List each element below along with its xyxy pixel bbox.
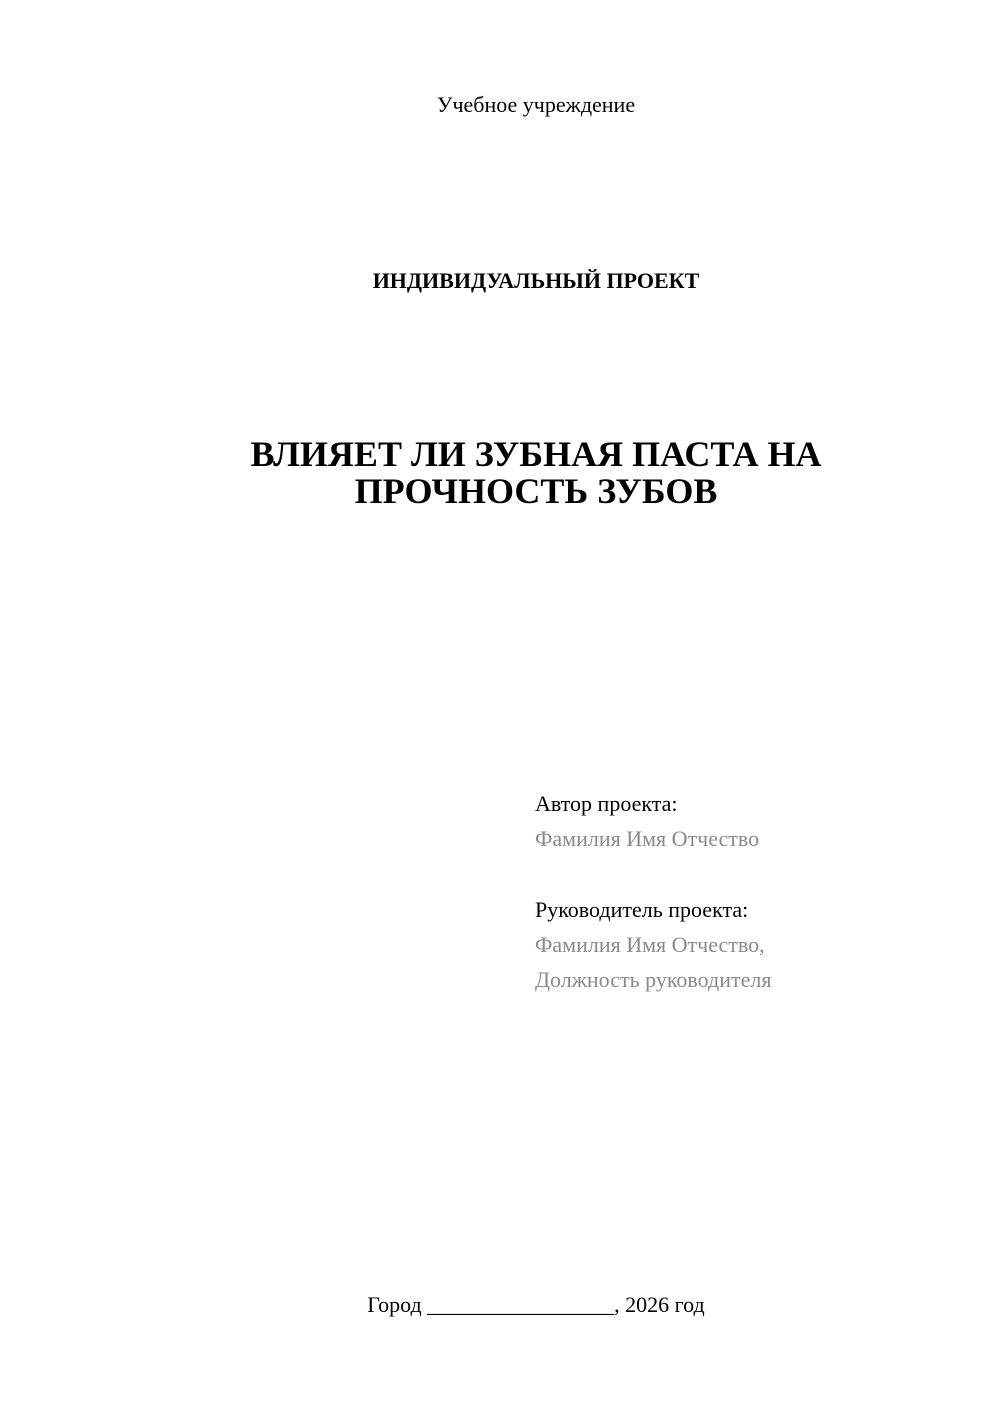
author-label: Автор проекта: xyxy=(535,791,678,816)
project-title-line-2: ПРОЧНОСТЬ ЗУБОВ xyxy=(354,471,718,511)
supervisor-label: Руководитель проекта: xyxy=(535,897,749,922)
footer-city: Город xyxy=(367,1292,422,1317)
supervisor-position: Должность руководителя xyxy=(535,967,772,992)
footer-city-blank: _________________ xyxy=(427,1292,615,1317)
project-title-line-1: ВЛИЯЕТ ЛИ ЗУБНАЯ ПАСТА НА xyxy=(250,434,822,474)
author-name: Фамилия Имя Отчество xyxy=(535,826,760,851)
document-type-heading: ИНДИВИДУАЛЬНЫЙ ПРОЕКТ xyxy=(372,268,700,293)
supervisor-name: Фамилия Имя Отчество, xyxy=(535,932,765,957)
institution-name: Учебное учреждение xyxy=(436,92,636,117)
project-credits xyxy=(535,786,975,997)
footer-city-year xyxy=(0,1290,1000,1320)
credits-spacer xyxy=(535,856,975,892)
footer-year: , 2026 год xyxy=(614,1292,705,1317)
project-title xyxy=(100,436,972,510)
